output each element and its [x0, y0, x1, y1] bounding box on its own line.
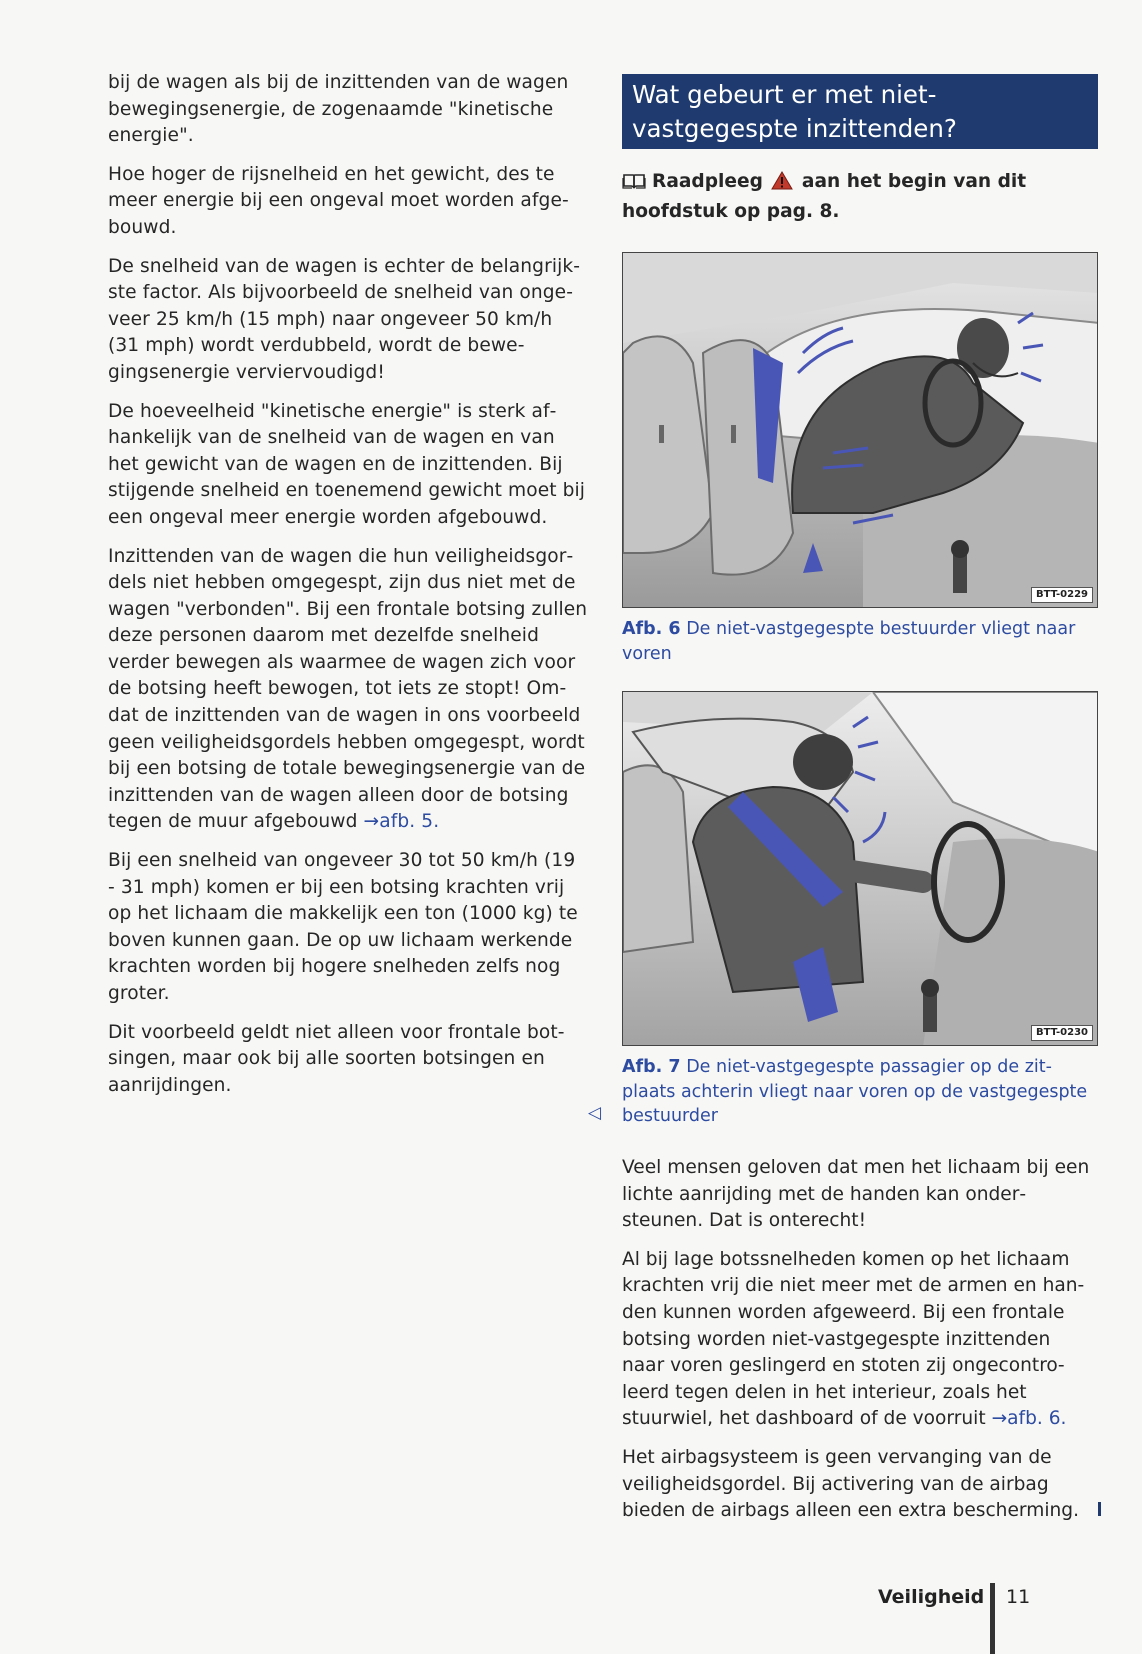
book-icon	[622, 172, 646, 199]
paragraph: Dit voorbeeld geldt niet alleen voor frontale botsingen, maar ook bij alle soorten botsingen en aanrijdingen.	[108, 1021, 565, 1096]
warning-triangle-icon[interactable]	[771, 171, 793, 199]
paragraph	[108, 544, 588, 837]
section-end-mark: ◁	[588, 1103, 602, 1123]
figure-label: Afb. 7	[622, 1057, 681, 1077]
section-heading	[622, 74, 1098, 149]
paragraph	[622, 1247, 1098, 1433]
footer-section-title: Veiligheid	[878, 1586, 985, 1608]
paragraph-text: Inzittenden van de wagen die hun veiligheidsgordels niet hebben omgegespt, zijn dus niet met de wagen "verbonden". Bij een frontale botsing zullen deze personen daarom met dezelfde snelheid verder bewegen als waarmee de wagen zich voor de botsing heeft bewogen, tot iets ze stopt! Omdat de inzittenden van de wagen in ons voorbeeld geen veiligheidsgordels hebben omgegespt, wordt bij een botsing de totale bewegingsenergie van de inzittenden van de wagen alleen door de botsing tegen de muur afgebouwd	[108, 545, 588, 833]
paragraph-text: Al bij lage botssnelheden komen op het lichaam krachten vrij die niet meer met de armen en handen kunnen worden afgeweerd. Bij een frontale botsing worden niet-vastgegespte inzittenden naar voren geslingerd en stoten zij ongecontroleerd tegen delen in het interieur, zoals het stuurwiel, het dashboard of de voorruit	[622, 1248, 1085, 1430]
figure-6-caption	[622, 617, 1098, 666]
consult-prefix: Raadpleeg	[652, 171, 763, 192]
figure-code: BTT-0230	[1031, 1025, 1093, 1041]
passenger-flying-forward-illustration	[623, 692, 1098, 1046]
figure-6-illustration	[622, 252, 1098, 608]
page-number: 11	[1006, 1586, 1031, 1608]
driver-flying-forward-illustration	[623, 253, 1098, 608]
paragraph: De hoeveelheid "kinetische energie" is sterk afhankelijk van de snelheid van de wagen en van het gewicht van de wagen en de inzittenden. Bij stijgende snelheid en toenemend gewicht moet bij een ongeval meer energie worden afgebouwd.	[108, 400, 586, 528]
consult-note	[622, 169, 1098, 225]
figure-label: Afb. 6	[622, 619, 681, 639]
caption-text: De niet-vastgegespte bestuurder vliegt naar voren	[622, 619, 1076, 664]
paragraph: Hoe hoger de rijsnelheid en het gewicht, des te meer energie bij een ongeval moet worden afgebouwd.	[108, 163, 569, 238]
footer-divider	[990, 1583, 995, 1654]
heading-line: vastgegespte inzittenden?	[632, 114, 957, 143]
figure-7-illustration	[622, 691, 1098, 1046]
heading-line: Wat gebeurt er met niet-	[632, 80, 937, 109]
figure-code: BTT-0229	[1031, 587, 1093, 603]
right-column-header	[622, 74, 1098, 225]
paragraph: De snelheid van de wagen is echter de belangrijkste factor. Als bijvoorbeeld de snelheid van ongeveer 25 km/h (15 mph) naar ongeveer 50 km/h (31 mph) wordt verdubbeld, wordt de bewegingsenergie verviervoudigd!	[108, 255, 580, 383]
figure-link-afb6[interactable]: →afb. 6.	[991, 1408, 1067, 1430]
left-column	[108, 70, 588, 1111]
consult-suffix: aan het begin van dit hoofdstuk op pag. 8.	[622, 171, 1027, 222]
section-continue-mark	[1098, 1502, 1101, 1516]
paragraph: Bij een snelheid van ongeveer 30 tot 50 km/h (19 - 31 mph) komen er bij een botsing krachten vrij op het lichaam die makkelijk een ton (1000 kg) te boven kunnen gaan. De op uw lichaam werkende krachten worden bij hogere snelheden zelfs nog groter.	[108, 850, 578, 1004]
paragraph: bij de wagen als bij de inzittenden van de wagen bewegingsenergie, de zogenaamde "kinetische energie".	[108, 72, 569, 147]
paragraph: Het airbagsysteem is geen vervanging van de veiligheidsgordel. Bij activering van de airbag bieden de airbags alleen een extra bescherming.	[622, 1446, 1079, 1522]
figure-7-caption	[622, 1055, 1098, 1129]
right-column-body	[622, 1155, 1098, 1537]
caption-text: De niet-vastgegespte passagier op de zitplaats achterin vliegt naar voren op de vastgegespte bestuurder	[622, 1057, 1088, 1126]
figure-link-afb5[interactable]: →afb. 5.	[363, 811, 440, 833]
paragraph: Veel mensen geloven dat men het lichaam bij een lichte aanrijding met de handen kan ondersteunen. Dat is onterecht!	[622, 1157, 1090, 1232]
